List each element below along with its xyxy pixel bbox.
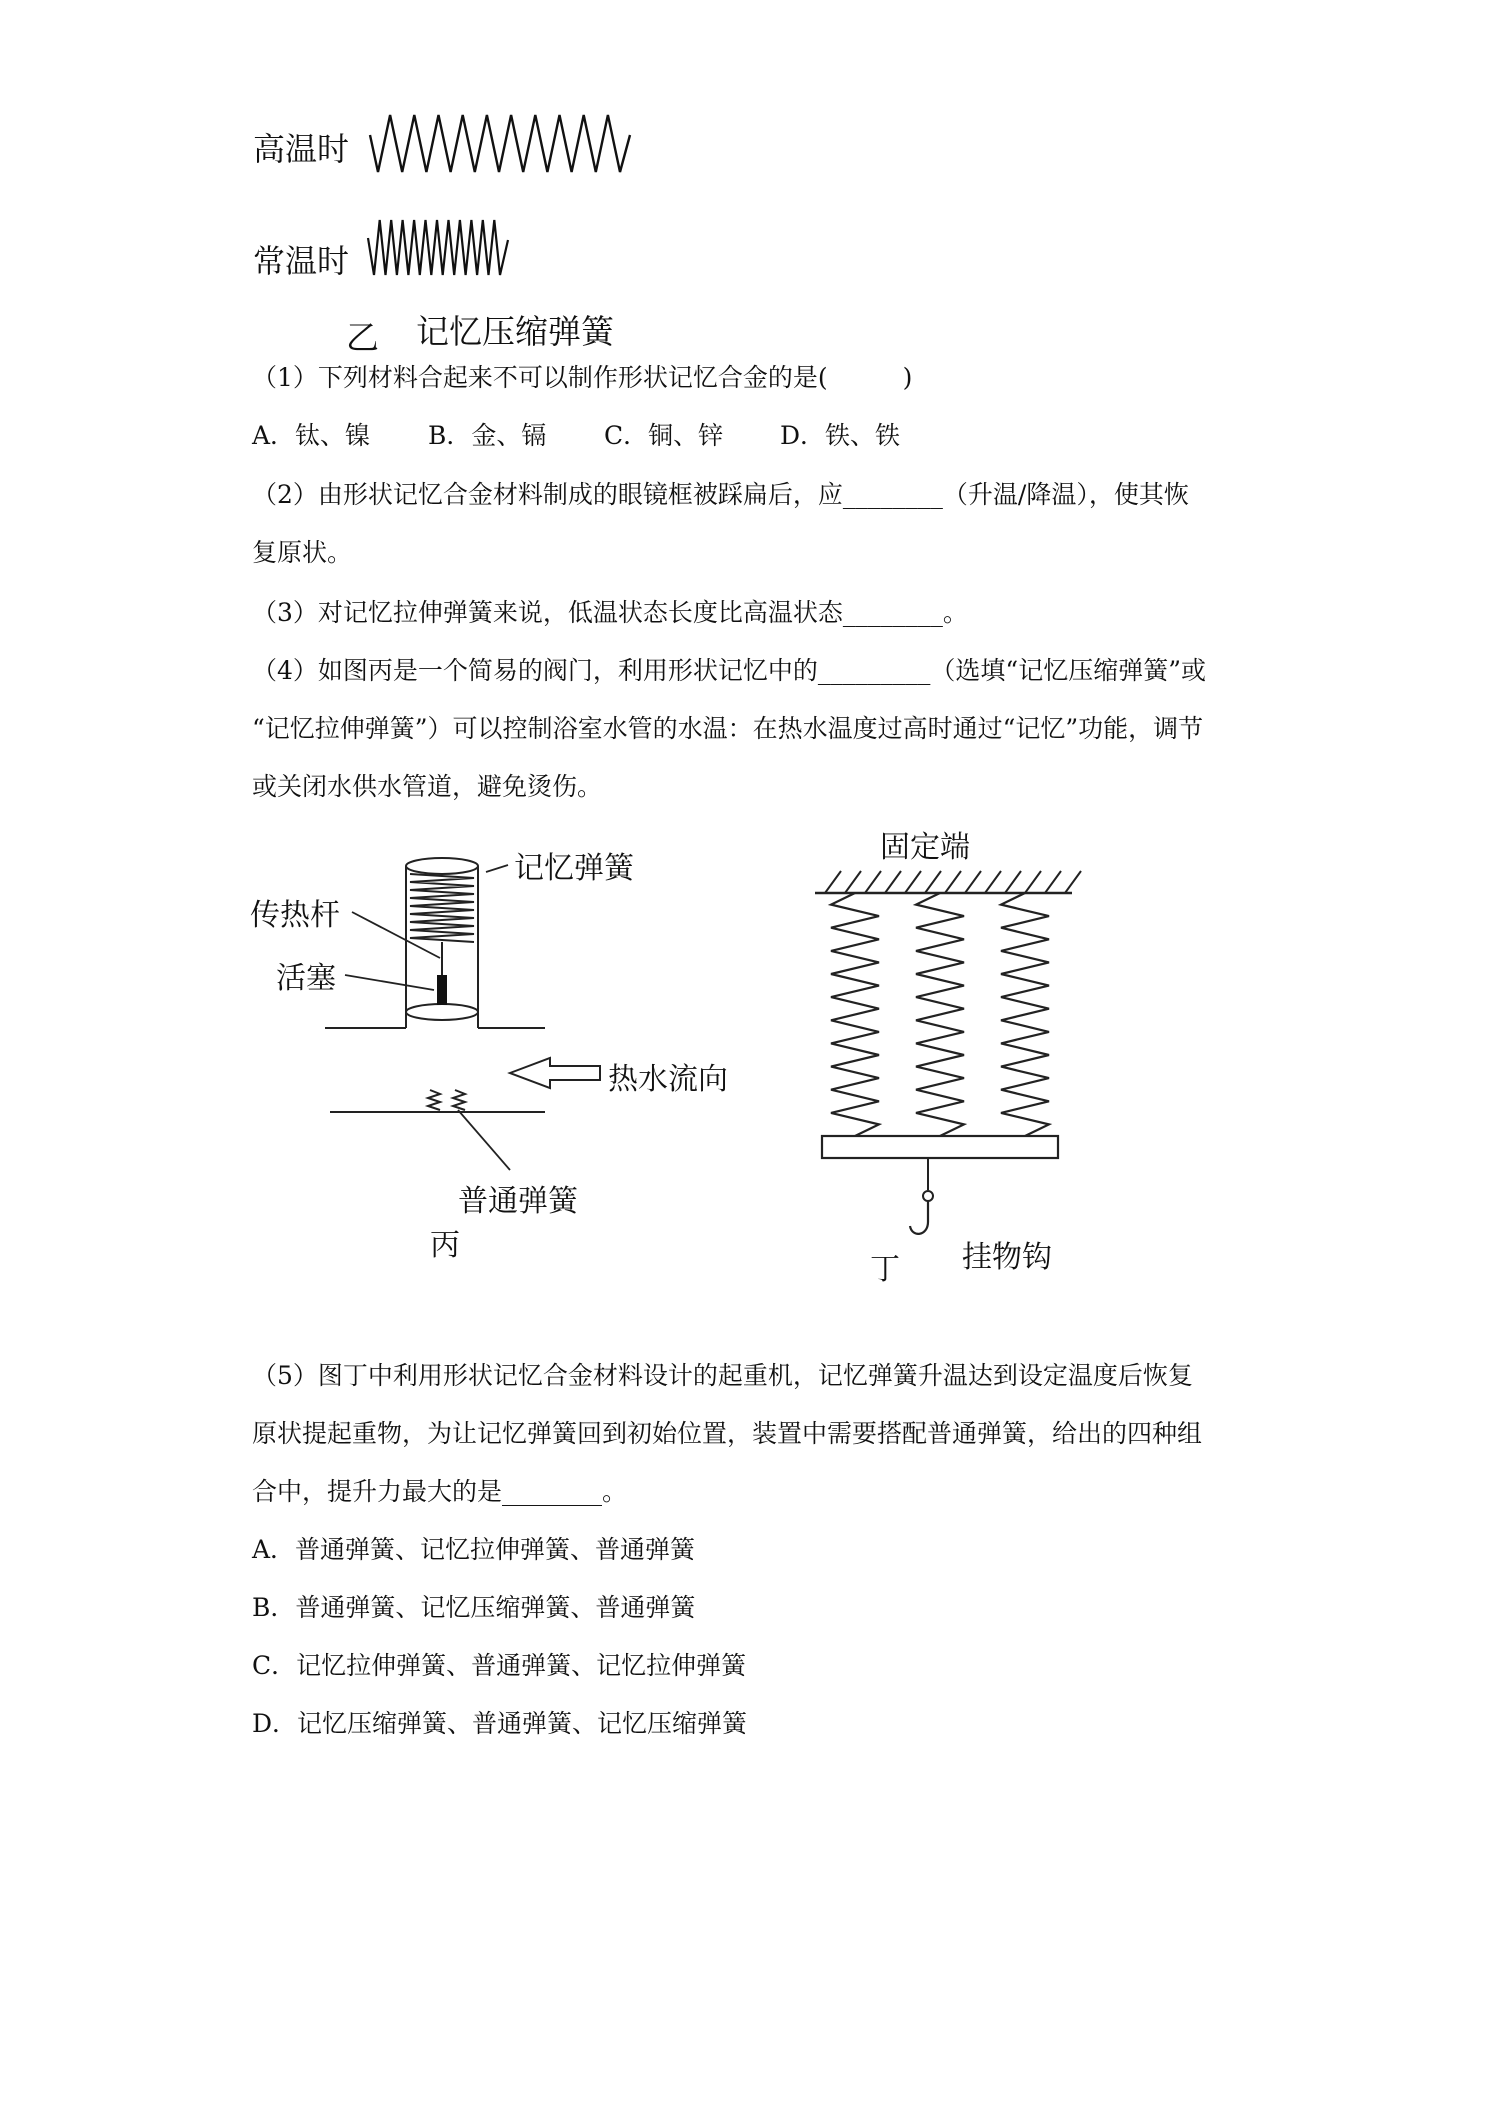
q5-option-c: C．记忆拉伸弹簧、普通弹簧、记忆拉伸弹簧: [252, 1651, 747, 1680]
q1-option-c: C．铜、锌: [604, 421, 724, 450]
hook-label: 挂物钩: [962, 1240, 1052, 1275]
q1-stem: （1）下列材料合起来不可以制作形状记忆合金的是( ): [252, 363, 913, 392]
q2-line-2: 复原状。: [252, 538, 353, 567]
figure-yi-caption: 记忆压缩弹簧: [416, 312, 614, 351]
q5-option-b: B．普通弹簧、记忆压缩弹簧、普通弹簧: [252, 1593, 696, 1622]
q3-line-1: （3）对记忆拉伸弹簧来说，低温状态长度比高温状态________。: [252, 598, 968, 627]
normal-temp-label: 常温时: [253, 242, 350, 280]
q4-line-3: 或关闭水供水管道，避免烫伤。: [252, 772, 603, 801]
q4-line-2: “记忆拉伸弹簧”）可以控制浴室水管的水温：在热水温度过高时通过“记忆”功能，调节: [252, 714, 1204, 743]
high-temp-label: 高温时: [253, 130, 350, 168]
hot-water-flow-label: 热水流向: [608, 1062, 728, 1097]
q5-line-1: （5）图丁中利用形状记忆合金材料设计的起重机，记忆弹簧升温达到设定温度后恢复: [252, 1361, 1193, 1390]
q4-line-1: （4）如图丙是一个简易的阀门，利用形状记忆中的_________（选填“记忆压缩弹簧”或: [252, 656, 1206, 685]
q5-option-d: D．记忆压缩弹簧、普通弹簧、记忆压缩弹簧: [252, 1709, 748, 1738]
q2-line-1: （2）由形状记忆合金材料制成的眼镜框被踩扁后，应________（升温/降温），使其恢: [252, 480, 1189, 509]
piston-label: 活塞: [276, 961, 336, 996]
figure-yi-caption-letter: 乙: [346, 318, 379, 357]
normal-spring-label: 普通弹簧: [458, 1184, 578, 1219]
q1-option-a: A．钛、镍: [252, 421, 371, 450]
heat-rod-label: 传热杆: [250, 898, 340, 933]
q1-option-b: B．金、镉: [428, 421, 547, 450]
figure-bing-caption: 丙: [430, 1228, 460, 1263]
q1-option-d: D．铁、铁: [780, 421, 901, 450]
figure-ding-caption: 丁: [870, 1252, 900, 1287]
q5-option-a: A．普通弹簧、记忆拉伸弹簧、普通弹簧: [252, 1535, 696, 1564]
q5-line-3: 合中，提升力最大的是________。: [252, 1477, 628, 1506]
memory-spring-label: 记忆弹簧: [514, 851, 634, 886]
q5-line-2: 原状提起重物，为让记忆弹簧回到初始位置，装置中需要搭配普通弹簧，给出的四种组: [252, 1419, 1203, 1448]
fixed-end-label: 固定端: [880, 830, 970, 865]
